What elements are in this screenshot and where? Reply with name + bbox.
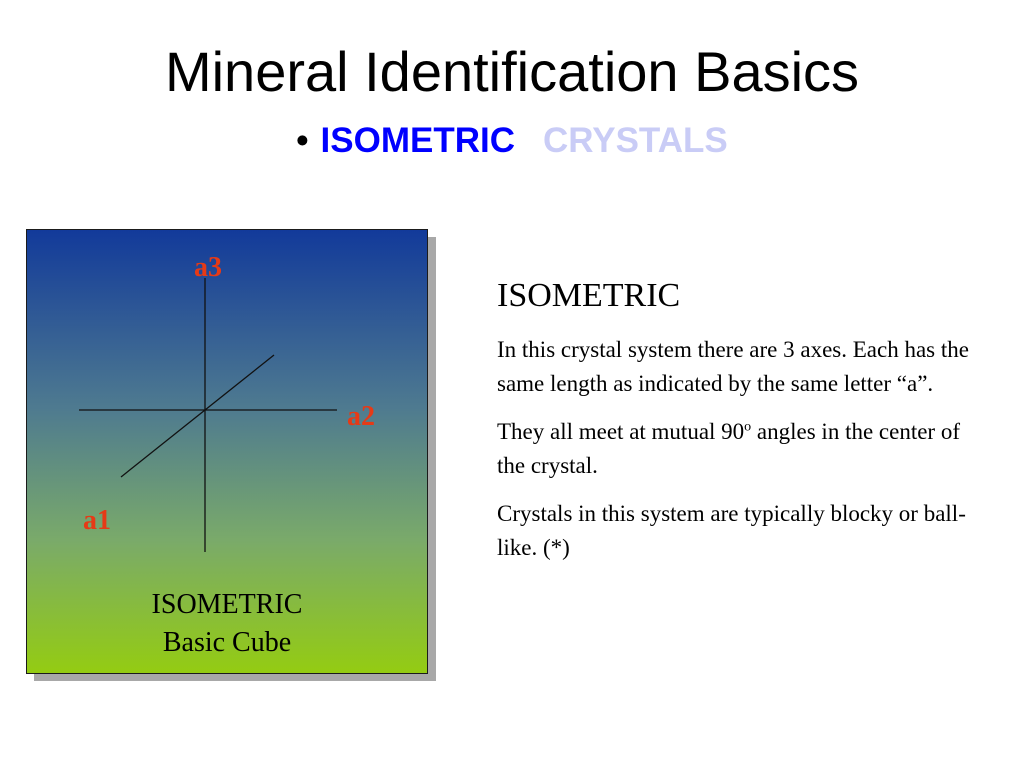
description-para-2 xyxy=(497,415,977,483)
subtitle-bullet-line xyxy=(0,120,1024,162)
description-para-1: In this crystal system there are 3 axes. Each has the same length as indicated by the same letter “a”. xyxy=(497,337,969,396)
description-para-3: Crystals in this system are typically blocky or ball-like. (*) xyxy=(497,501,966,560)
description-block xyxy=(497,275,977,579)
slide-title: Mineral Identification Basics xyxy=(164,40,860,103)
axis-label-a3: a3 xyxy=(194,252,222,283)
bullet-dot: • xyxy=(296,121,309,160)
para2-text-before: They all meet at mutual 90 xyxy=(497,419,745,444)
para2-text-after: angles in the center of the crystal. xyxy=(497,419,961,478)
axis-label-a1: a1 xyxy=(83,505,111,536)
crystal-axes-figure xyxy=(26,229,428,674)
caption-line-1: ISOMETRIC xyxy=(151,589,303,620)
axis-label-a2: a2 xyxy=(347,401,375,432)
description-heading: ISOMETRIC xyxy=(497,277,681,314)
degree-superscript: o xyxy=(744,419,752,435)
subtitle-isometric: ISOMETRIC xyxy=(320,121,515,160)
subtitle-crystals: CRYSTALS xyxy=(542,121,728,160)
figure-caption xyxy=(27,586,427,662)
caption-line-2: Basic Cube xyxy=(162,627,292,658)
axis-a1-line xyxy=(121,355,274,477)
